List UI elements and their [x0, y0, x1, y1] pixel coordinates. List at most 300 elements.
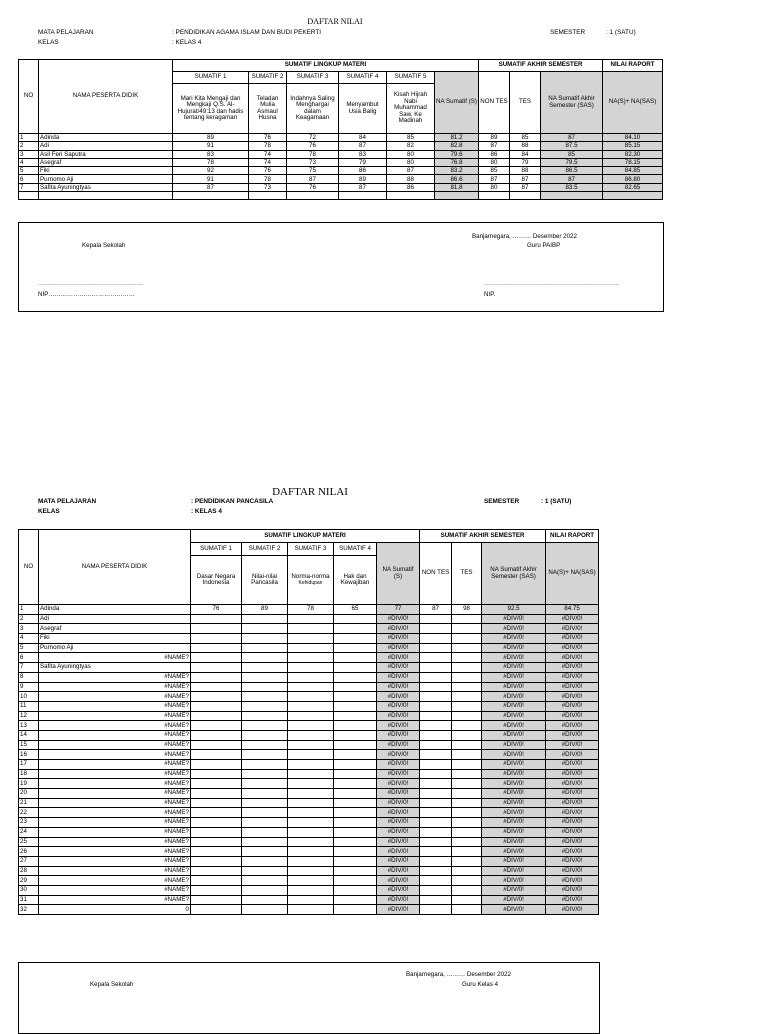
cell-no: 21	[19, 798, 39, 808]
cell-s2	[242, 711, 288, 721]
col-header-sumatif-3: SUMATIF 3	[288, 543, 334, 556]
cell-nr: 84.85	[603, 167, 663, 175]
cell-nama: Adi	[39, 614, 191, 624]
cell-tes: 98	[452, 605, 482, 615]
cell-nr: 82.30	[603, 150, 663, 158]
doc2-semester-value: : 1 (SATU)	[541, 498, 572, 505]
cell-tes: 85	[510, 134, 541, 142]
cell-s2	[242, 798, 288, 808]
doc2-kelas-value: : KELAS 4	[191, 508, 222, 515]
cell-s1	[191, 711, 242, 721]
cell-no: 3	[19, 150, 39, 158]
doc2-grade-table	[18, 529, 599, 915]
col-header-sumatif-2: SUMATIF 2	[249, 72, 287, 84]
cell-s2	[242, 740, 288, 750]
cell-nr: #DIV/0!	[546, 750, 599, 760]
cell-nontes	[420, 750, 452, 760]
cell-sas: #DIV/0!	[482, 779, 546, 789]
cell-s1	[191, 614, 242, 624]
cell-no: 4	[19, 158, 39, 166]
cell-sas	[541, 192, 603, 200]
cell-nontes	[420, 692, 452, 702]
cell-nr	[603, 192, 663, 200]
cell-s2: 74	[249, 150, 287, 158]
cell-no: 8	[19, 672, 39, 682]
cell-nama: Asegraf	[39, 624, 191, 634]
cell-s3: 75	[287, 167, 339, 175]
cell-s1	[191, 789, 242, 799]
cell-nama: #NAME?	[39, 682, 191, 692]
cell-s3	[288, 760, 334, 770]
cell-s1	[191, 682, 242, 692]
table-row	[19, 895, 599, 905]
cell-nontes	[420, 779, 452, 789]
cell-s2	[242, 672, 288, 682]
cell-sas: #DIV/0!	[482, 876, 546, 886]
cell-tes	[452, 856, 482, 866]
cell-tes	[452, 876, 482, 886]
cell-tes	[452, 895, 482, 905]
table-row	[19, 682, 599, 692]
cell-sas: #DIV/0!	[482, 634, 546, 644]
cell-sas: #DIV/0!	[482, 701, 546, 711]
cell-nama: Purnomo Aji	[39, 643, 191, 653]
col-header-materi-4: Menyambut Usia Balig	[339, 84, 387, 134]
cell-nama: #NAME?	[39, 789, 191, 799]
cell-tes	[452, 818, 482, 828]
cell-s4	[334, 837, 377, 847]
cell-s4: 83	[339, 150, 387, 158]
cell-s1	[191, 663, 242, 673]
table-row	[19, 750, 599, 760]
col-header-materi-3-line2: Kehidupan	[298, 580, 323, 586]
cell-nama: Adinda	[39, 605, 191, 615]
cell-s2	[242, 847, 288, 857]
table-row	[19, 134, 663, 142]
cell-s1	[191, 701, 242, 711]
cell-na: #DIV/0!	[377, 779, 420, 789]
cell-s4	[334, 789, 377, 799]
cell-s1: 76	[191, 605, 242, 615]
cell-no: 6	[19, 175, 39, 183]
cell-nr: #DIV/0!	[546, 905, 599, 915]
cell-s3	[288, 701, 334, 711]
cell-nontes	[420, 847, 452, 857]
doc1-kepala-sekolah: Kepala Sekolah	[82, 242, 126, 249]
cell-s4	[334, 905, 377, 915]
cell-nama: #NAME?	[39, 837, 191, 847]
cell-na: #DIV/0!	[377, 711, 420, 721]
doc1-guru: Guru PAIBP	[527, 242, 561, 249]
cell-s1	[191, 721, 242, 731]
col-header-sumatif-4: SUMATIF 4	[339, 72, 387, 84]
cell-na: #DIV/0!	[377, 789, 420, 799]
cell-nr: 84.10	[603, 134, 663, 142]
cell-nr: #DIV/0!	[546, 692, 599, 702]
cell-nr: #DIV/0!	[546, 808, 599, 818]
cell-no: 25	[19, 837, 39, 847]
cell-nontes	[420, 653, 452, 663]
cell-nontes	[420, 721, 452, 731]
cell-nontes: 85	[479, 167, 510, 175]
cell-nontes	[420, 760, 452, 770]
cell-s3	[288, 866, 334, 876]
cell-nr: #DIV/0!	[546, 682, 599, 692]
cell-tes	[452, 760, 482, 770]
col-header-non-tes: NON TES	[420, 543, 452, 605]
col-header-na-sas: NA Sumatif Akhir Semester (SAS)	[482, 543, 546, 605]
cell-s3	[288, 818, 334, 828]
cell-s2	[242, 614, 288, 624]
table-row	[19, 760, 599, 770]
doc1-mapel-label: MATA PELAJARAN	[38, 29, 94, 36]
cell-s2	[242, 895, 288, 905]
cell-s3	[288, 789, 334, 799]
cell-nama: #NAME?	[39, 818, 191, 828]
cell-nr: 86.80	[603, 175, 663, 183]
group-header-akhir: SUMATIF AKHIR SEMESTER	[479, 60, 603, 72]
cell-no: 5	[19, 643, 39, 653]
cell-tes	[452, 866, 482, 876]
col-header-nilai-raport: NA(S)+ NA(SAS)	[603, 72, 663, 134]
cell-s3	[288, 614, 334, 624]
cell-na: #DIV/0!	[377, 643, 420, 653]
cell-s2: 73	[249, 183, 287, 191]
doc1-mapel-value: : PENDIDIKAN AGAMA ISLAM DAN BUDI PEKERTI	[172, 29, 322, 36]
cell-s4	[334, 730, 377, 740]
cell-nr: #DIV/0!	[546, 876, 599, 886]
cell-no: 23	[19, 818, 39, 828]
cell-s1	[191, 818, 242, 828]
cell-s4	[334, 692, 377, 702]
group-header-lingkup: SUMATIF LINGKUP MATERI	[173, 60, 479, 72]
col-header-sumatif-1: SUMATIF 1	[191, 543, 242, 556]
cell-no: 27	[19, 856, 39, 866]
table-row	[19, 905, 599, 915]
cell-nontes	[420, 895, 452, 905]
cell-s1	[191, 634, 242, 644]
cell-s1	[191, 827, 242, 837]
cell-s4	[334, 856, 377, 866]
cell-nama: Safita Ayuningtyas	[39, 183, 173, 191]
cell-s4	[334, 779, 377, 789]
cell-s3	[288, 692, 334, 702]
cell-tes	[452, 614, 482, 624]
table-row	[19, 175, 663, 183]
cell-s1	[191, 779, 242, 789]
cell-s3: 78	[287, 150, 339, 158]
table-row	[19, 701, 599, 711]
cell-nama: Asegraf	[39, 158, 173, 166]
group-header-lingkup: SUMATIF LINGKUP MATERI	[191, 530, 420, 543]
cell-nontes	[420, 769, 452, 779]
cell-na: #DIV/0!	[377, 808, 420, 818]
cell-s1	[191, 692, 242, 702]
cell-tes: 79	[510, 158, 541, 166]
cell-s4	[334, 624, 377, 634]
cell-tes	[452, 847, 482, 857]
cell-s2	[242, 730, 288, 740]
col-header-materi-2: Teladan Mulia Asmaul Husna	[249, 84, 287, 134]
table-row	[19, 663, 599, 673]
cell-na: #DIV/0!	[377, 701, 420, 711]
cell-nr: #DIV/0!	[546, 856, 599, 866]
cell-s3	[288, 730, 334, 740]
col-header-nilai-raport: NA(S)+ NA(SAS)	[546, 543, 599, 605]
cell-s4	[334, 682, 377, 692]
cell-s1	[191, 672, 242, 682]
cell-s3	[288, 769, 334, 779]
cell-nr: #DIV/0!	[546, 634, 599, 644]
cell-s4: 89	[339, 175, 387, 183]
cell-no: 28	[19, 866, 39, 876]
cell-na: #DIV/0!	[377, 614, 420, 624]
cell-no	[19, 192, 39, 200]
cell-tes	[452, 779, 482, 789]
cell-nontes	[420, 614, 452, 624]
doc2-guru: Guru Kelas 4	[462, 981, 499, 988]
cell-s1: 78	[173, 158, 249, 166]
cell-na: 76.8	[435, 158, 479, 166]
doc1-kelas-value: : KELAS 4	[172, 39, 202, 46]
cell-no: 14	[19, 730, 39, 740]
cell-s4	[334, 634, 377, 644]
cell-s4: 87	[339, 142, 387, 150]
col-header-materi-1: Mari Kita Mengaji dan Mengkaji Q.S. Al-Hujurat/49:13 dan hadis tentang keragaman	[173, 84, 249, 134]
cell-na: 81.2	[435, 134, 479, 142]
col-header-materi-4: Hak dan Kewajiban	[334, 556, 377, 605]
cell-no: 12	[19, 711, 39, 721]
cell-s3	[288, 682, 334, 692]
cell-s2	[242, 789, 288, 799]
cell-nr: 84.75	[546, 605, 599, 615]
cell-s2	[242, 885, 288, 895]
cell-nontes: 86	[479, 150, 510, 158]
cell-nr: #DIV/0!	[546, 779, 599, 789]
cell-s3	[288, 624, 334, 634]
cell-nontes	[420, 730, 452, 740]
col-header-non-tes: NON TES	[479, 72, 510, 134]
cell-s2	[242, 643, 288, 653]
cell-s5: 82	[387, 142, 435, 150]
cell-s2: 76	[249, 134, 287, 142]
doc2-kelas-label: KELAS	[38, 508, 60, 515]
cell-s4	[334, 760, 377, 770]
cell-s2: 76	[249, 167, 287, 175]
cell-s2	[242, 682, 288, 692]
doc1-semester-label: SEMESTER	[550, 29, 586, 36]
cell-s1	[191, 653, 242, 663]
cell-s1: 91	[173, 142, 249, 150]
cell-s2	[242, 760, 288, 770]
cell-nontes	[420, 905, 452, 915]
cell-nama: #NAME?	[39, 721, 191, 731]
cell-na: #DIV/0!	[377, 672, 420, 682]
cell-s4: 65	[334, 605, 377, 615]
col-header-no: NO	[19, 530, 39, 605]
cell-no: 16	[19, 750, 39, 760]
col-header-tes: TES	[452, 543, 482, 605]
cell-nontes	[420, 634, 452, 644]
cell-tes	[452, 682, 482, 692]
cell-nama: #NAME?	[39, 750, 191, 760]
cell-s2: 78	[249, 142, 287, 150]
cell-no: 7	[19, 663, 39, 673]
cell-s5: 88	[387, 175, 435, 183]
cell-s1	[191, 798, 242, 808]
table-row	[19, 769, 599, 779]
cell-s2	[242, 692, 288, 702]
cell-nr: #DIV/0!	[546, 847, 599, 857]
cell-no: 7	[19, 183, 39, 191]
table-row	[19, 672, 599, 682]
cell-no: 5	[19, 167, 39, 175]
cell-s2	[242, 876, 288, 886]
cell-s4	[334, 808, 377, 818]
cell-tes	[452, 653, 482, 663]
doc2-mapel-value: : PENDIDIKAN PANCASILA	[191, 498, 274, 505]
table-row	[19, 730, 599, 740]
cell-s1	[191, 624, 242, 634]
cell-no: 9	[19, 682, 39, 692]
cell-s1: 87	[173, 183, 249, 191]
cell-sas: #DIV/0!	[482, 682, 546, 692]
cell-nama: Adinda	[39, 134, 173, 142]
cell-s4	[334, 614, 377, 624]
col-header-na-sumatif: NA Sumatif (S)	[435, 72, 479, 134]
cell-s3: 76	[287, 142, 339, 150]
cell-s1: 89	[173, 134, 249, 142]
cell-nama: #NAME?	[39, 808, 191, 818]
cell-no: 31	[19, 895, 39, 905]
cell-nama: #NAME?	[39, 711, 191, 721]
cell-sas: #DIV/0!	[482, 750, 546, 760]
cell-tes	[452, 634, 482, 644]
cell-tes	[452, 711, 482, 721]
cell-na: #DIV/0!	[377, 692, 420, 702]
doc1-place-date: Banjarnegara, ……… Desember 2022	[472, 233, 577, 240]
cell-s1	[191, 895, 242, 905]
doc1-kelas-label: KELAS	[38, 39, 59, 46]
table-row	[19, 624, 599, 634]
cell-nama: #NAME?	[39, 885, 191, 895]
cell-s4	[334, 663, 377, 673]
doc2-semester-label: SEMESTER	[484, 498, 520, 505]
col-header-sumatif-3: SUMATIF 3	[287, 72, 339, 84]
table-row	[19, 885, 599, 895]
cell-sas: #DIV/0!	[482, 847, 546, 857]
cell-sas: #DIV/0!	[482, 856, 546, 866]
cell-no: 20	[19, 789, 39, 799]
cell-s4	[334, 701, 377, 711]
cell-tes	[452, 643, 482, 653]
doc2-title: DAFTAR NILAI	[272, 486, 348, 498]
cell-sas: 87.5	[541, 142, 603, 150]
cell-s2	[242, 701, 288, 711]
cell-na: #DIV/0!	[377, 847, 420, 857]
cell-sas: #DIV/0!	[482, 895, 546, 905]
cell-s3	[288, 634, 334, 644]
cell-nontes	[420, 798, 452, 808]
cell-na: #DIV/0!	[377, 837, 420, 847]
cell-nontes	[420, 808, 452, 818]
cell-s2	[242, 779, 288, 789]
cell-na: #DIV/0!	[377, 905, 420, 915]
cell-na: #DIV/0!	[377, 827, 420, 837]
cell-nr: #DIV/0!	[546, 740, 599, 750]
cell-nr: #DIV/0!	[546, 866, 599, 876]
cell-nr: #DIV/0!	[546, 885, 599, 895]
cell-no: 29	[19, 876, 39, 886]
col-header-na-sas: NA Sumatif Akhir Semester (SAS)	[541, 72, 603, 134]
cell-tes	[452, 701, 482, 711]
cell-na: #DIV/0!	[377, 818, 420, 828]
cell-s4	[334, 653, 377, 663]
cell-s1	[173, 192, 249, 200]
cell-s2	[242, 856, 288, 866]
cell-nr: #DIV/0!	[546, 711, 599, 721]
cell-na: 77	[377, 605, 420, 615]
cell-s3: 87	[287, 175, 339, 183]
cell-sas: #DIV/0!	[482, 798, 546, 808]
cell-nontes: 80	[479, 158, 510, 166]
cell-s4	[334, 711, 377, 721]
cell-nr: #DIV/0!	[546, 827, 599, 837]
cell-s4	[334, 750, 377, 760]
cell-na: #DIV/0!	[377, 721, 420, 731]
cell-nama: Asil Feri Saputra	[39, 150, 173, 158]
cell-sas: #DIV/0!	[482, 866, 546, 876]
cell-tes	[452, 798, 482, 808]
cell-tes	[452, 808, 482, 818]
cell-nr: #DIV/0!	[546, 672, 599, 682]
cell-s4	[334, 827, 377, 837]
cell-nontes	[420, 837, 452, 847]
table-row	[19, 192, 663, 200]
cell-sas: #DIV/0!	[482, 769, 546, 779]
col-header-materi-3	[288, 556, 334, 605]
table-row	[19, 827, 599, 837]
cell-s2	[242, 827, 288, 837]
cell-nontes	[420, 624, 452, 634]
cell-s5	[387, 192, 435, 200]
cell-nama: #NAME?	[39, 730, 191, 740]
cell-nr: #DIV/0!	[546, 895, 599, 905]
cell-s1	[191, 769, 242, 779]
cell-na: 83.2	[435, 167, 479, 175]
cell-sas: 92.5	[482, 605, 546, 615]
cell-no: 26	[19, 847, 39, 857]
doc2-signature-box	[18, 962, 600, 1034]
cell-nama: #NAME?	[39, 827, 191, 837]
cell-no: 1	[19, 134, 39, 142]
cell-s4	[334, 818, 377, 828]
cell-s4: 79	[339, 158, 387, 166]
cell-na: #DIV/0!	[377, 653, 420, 663]
cell-sas: #DIV/0!	[482, 905, 546, 915]
cell-s1	[191, 750, 242, 760]
cell-nama: #NAME?	[39, 895, 191, 905]
cell-no: 18	[19, 769, 39, 779]
cell-s1: 83	[173, 150, 249, 158]
cell-nr: #DIV/0!	[546, 789, 599, 799]
cell-na: #DIV/0!	[377, 682, 420, 692]
cell-s1: 92	[173, 167, 249, 175]
table-row	[19, 711, 599, 721]
cell-no: 11	[19, 701, 39, 711]
cell-nr: #DIV/0!	[546, 818, 599, 828]
doc2-place-date: Banjarnegara, ……… Desember 2022	[406, 971, 511, 978]
